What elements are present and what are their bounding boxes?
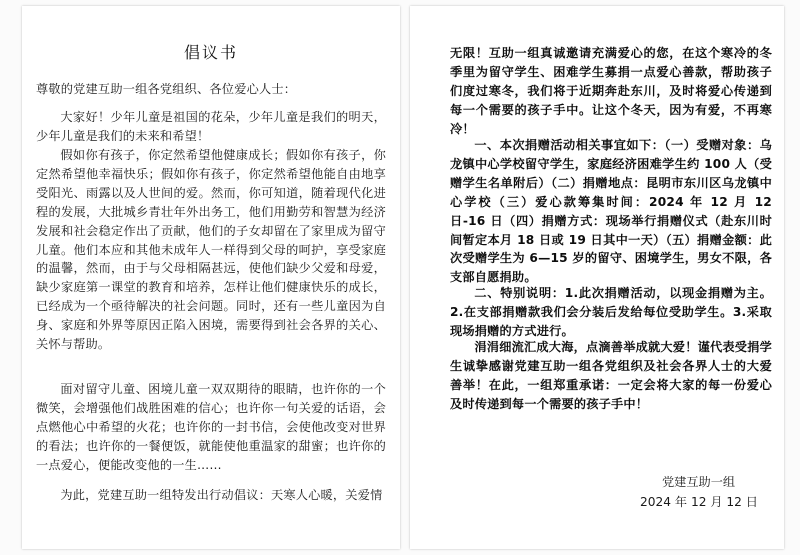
document-title: 倡议书 — [183, 43, 238, 62]
paragraph-2: 假如你有孩子，你定然希望他健康成长；假如你有孩子，你定然希望他幸福快乐；假如你有孩子，你定然希望他能自由地享受阳光、雨露以及人世间的爱。然而，你可知道，随着现代化进程的发展，大批城乡青壮年外出务工，他们用勤劳和智慧为经济发展和社会稳定作出了贡献，他们的子女却留在了家里成为留守儿童。他们本应和其他未成年人一样得到父母的呵护，享受家庭的温馨，然而，由于与父母相隔甚远，使他们缺少父爱和母爱，缺少家庭第一课堂的教育和培养，怎样让他们健康快乐的成长，已经成为一个亟待解决的社会问题。同时，还有一些儿童因为自身、家庭和外界等原因正陷入困境，需要得到社会各界的关心、关怀与帮助。 — [36, 148, 386, 352]
paragraph-3: 面对留守儿童、困境儿童一双双期待的眼睛，也许你的一个微笑，会增强他们战胜困难的信心；也许你一句关爱的话语，会点燃他心中希望的火花；也许你的一封书信，会使他改变对世界的看法；也许你的一餐便饭，就能使他重温家的甜蜜；也许你的一点爱心，便能改变他的一生…… — [36, 382, 386, 472]
paragraph-1: 大家好！少年儿童是祖国的花朵，少年儿童是我们的明天，少年儿童是我们的未来和希望！ — [36, 110, 386, 143]
left-page — [22, 6, 400, 549]
signature-organization: 党建互助一组 — [662, 475, 736, 489]
section-1-details: 一、本次捐赠活动相关事宜如下：（一）受赠对象：乌龙镇中心学校留守学生，家庭经济困难学生约 100 人（受赠学生名单附后）（二）捐赠地点：昆明市东川区乌龙镇中心学校（三）爱心款筹集时间：2024 年 12 月 12 日-16 日（四）捐赠方式：现场举行捐赠仪式（赴东川时间暂定本月 18 日或 19 日其中一天）（五）捐赠金额：此次受赠学生为 6—15 岁的留守、困境学生，男女不限，各支部自愿捐助。 — [450, 138, 772, 285]
signature-date: 2024 年 12 月 12 日 — [640, 495, 758, 509]
paragraph-4-continued: 无限！互助一组真诚邀请充满爱心的您，在这个寒冷的冬季里为留守学生、困难学生募捐一点爱心善款，帮助孩子们度过寒冬，我们将于近期奔赴东川，及时将爱心传递到每一个需要的孩子手中。让这个冬天，因为有爱，不再寒冷！ — [450, 46, 772, 136]
closing-paragraph: 涓涓细流汇成大海，点滴善举成就大爱！谨代表受捐学生诚挚感谢党建互助一组各党组织及社会各界人士的大爱善举！在此，一组郑重承诺：一定会将大家的每一份爱心及时传递到每一个需要的孩子手中！ — [450, 340, 772, 411]
salutation: 尊敬的党建互助一组各党组织、各位爱心人士： — [36, 82, 297, 96]
paragraph-4-start: 为此，党建互助一组特发出行动倡议：天寒人心暖，关爱情 — [60, 488, 383, 502]
section-2-notes: 二、特别说明：1.此次捐赠活动，以现金捐赠为主。2.在支部捐赠款我们会分装后发给每位受助学生。3.采取现场捐赠的方式进行。 — [450, 286, 772, 338]
right-page — [410, 6, 784, 549]
